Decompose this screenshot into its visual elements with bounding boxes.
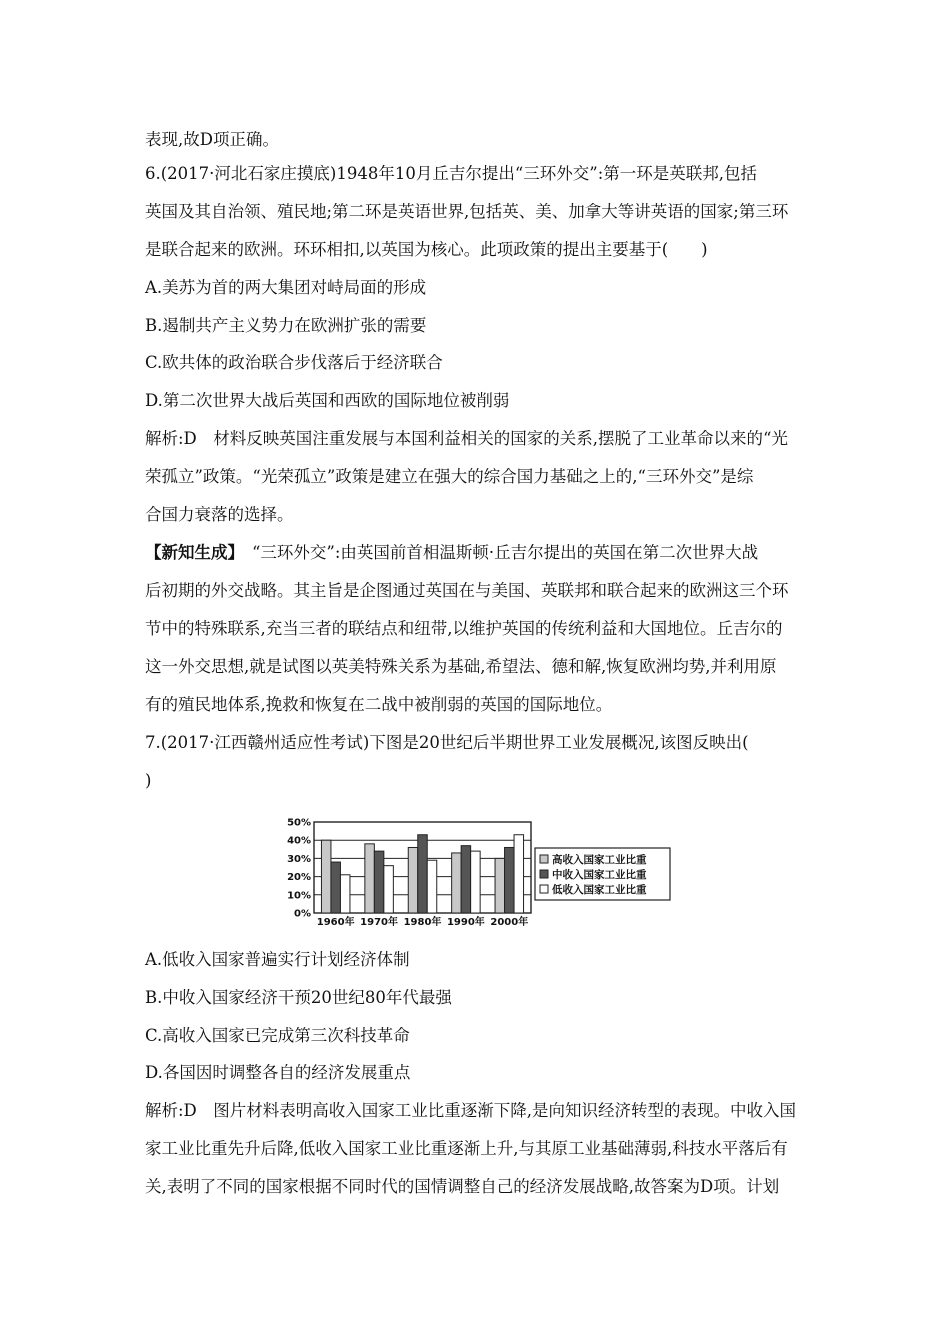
q6-analysis-line: 荣孤立”政策。“光荣孤立”政策是建立在强大的综合国力基础之上的,“三环外交”是综 (145, 467, 754, 486)
bar (427, 860, 437, 913)
y-tick-label: 40% (287, 835, 311, 847)
bar (331, 862, 341, 913)
x-tick-label: 1990年 (446, 917, 485, 928)
q6-extension-line: 这一外交思想,就是试图以英美特殊关系为基础,希望法、德和解,恢复欧洲均势,并利用原 (145, 657, 777, 676)
q6-option-d: D.第二次世界大战后英国和西欧的国际地位被削弱 (145, 391, 510, 410)
q6-analysis-line: 合国力衰落的选择。 (145, 505, 294, 524)
legend-swatch (540, 885, 548, 893)
extension-label: 【新知生成】 (145, 543, 244, 562)
bar (365, 844, 375, 913)
bar (514, 835, 524, 913)
bar (321, 840, 331, 913)
extension-text: “三环外交”:由英国前首相温斯顿·丘吉尔提出的英国在第二次世界大战 (252, 543, 759, 562)
bar (505, 847, 515, 913)
q7-analysis-line: 解析:D 图片材料表明高收入国家工业比重逐渐下降,是向知识经济转型的表现。中收入国 (145, 1101, 797, 1120)
x-tick-label: 1960年 (316, 917, 355, 928)
q5-answer-tail: 表现,故D项正确。 (145, 130, 279, 149)
q6-analysis-line: 解析:D 材料反映英国注重发展与本国利益相关的国家的关系,摆脱了工业革命以来的“光 (145, 429, 788, 448)
bar (452, 853, 462, 913)
legend-swatch (540, 855, 548, 863)
x-tick-label: 2000年 (490, 917, 529, 928)
legend-label: 低收入国家工业比重 (552, 884, 647, 896)
q6-option-a: A.美苏为首的两大集团对峙局面的形成 (145, 278, 427, 297)
q6-extension-first-line (145, 541, 758, 565)
q6-extension-line: 节中的特殊联系,充当三者的联结点和纽带,以维护英国的传统利益和大国地位。丘吉尔的 (145, 619, 783, 638)
q7-analysis-line: 关,表明了不同的国家根据不同时代的国情调整自己的经济发展战略,故答案为D项。计划 (145, 1177, 780, 1196)
y-tick-label: 10% (287, 890, 311, 902)
bar (374, 851, 384, 913)
bar (340, 875, 350, 913)
legend-label: 中收入国家工业比重 (552, 869, 647, 881)
x-tick-label: 1980年 (403, 917, 442, 928)
industry-bar-chart (283, 812, 673, 932)
legend-label: 高收入国家工业比重 (552, 854, 647, 866)
q7-option-d: D.各国因时调整各自的经济发展重点 (145, 1063, 411, 1082)
q7-option-a: A.低收入国家普遍实行计划经济体制 (145, 950, 410, 969)
q6-extension-line: 有的殖民地体系,挽救和恢复在二战中被削弱的英国的国际地位。 (145, 695, 613, 714)
q6-stem-line: 英国及其自治领、殖民地;第二环是英语世界,包括英、美、加拿大等讲英语的国家;第三环 (145, 202, 789, 221)
bar (471, 851, 481, 913)
y-tick-label: 30% (287, 853, 311, 865)
bar (408, 847, 418, 913)
x-tick-label: 1970年 (360, 917, 399, 928)
q7-stem-line: 7.(2017·江西赣州适应性考试)下图是20世纪后半期世界工业发展概况,该图反映出( (145, 733, 749, 752)
q7-option-b: B.中收入国家经济干预20世纪80年代最强 (145, 988, 452, 1007)
q6-option-b: B.遏制共产主义势力在欧洲扩张的需要 (145, 316, 427, 335)
y-tick-label: 50% (287, 817, 311, 829)
bar (418, 835, 428, 913)
legend-swatch (540, 870, 548, 878)
bar (461, 846, 471, 913)
q7-option-c: C.高收入国家已完成第三次科技革命 (145, 1026, 410, 1045)
y-tick-label: 0% (294, 908, 311, 920)
q6-stem-line: 是联合起来的欧洲。环环相扣,以英国为核心。此项政策的提出主要基于( ) (145, 240, 708, 259)
bar (495, 858, 505, 913)
q6-stem-line: 6.(2017·河北石家庄摸底)1948年10月丘吉尔提出“三环外交”:第一环是英联邦,包括 (145, 164, 758, 183)
y-tick-label: 20% (287, 872, 311, 884)
q7-analysis-line: 家工业比重先升后降,低收入国家工业比重逐渐上升,与其原工业基础薄弱,科技水平落后有 (145, 1139, 788, 1158)
q6-extension-line: 后初期的外交战略。其主旨是企图通过英国在与美国、英联邦和联合起来的欧洲这三个环 (145, 581, 789, 600)
q6-option-c: C.欧共体的政治联合步伐落后于经济联合 (145, 353, 443, 372)
bar (384, 866, 394, 913)
q7-stem-line: ) (145, 771, 152, 790)
